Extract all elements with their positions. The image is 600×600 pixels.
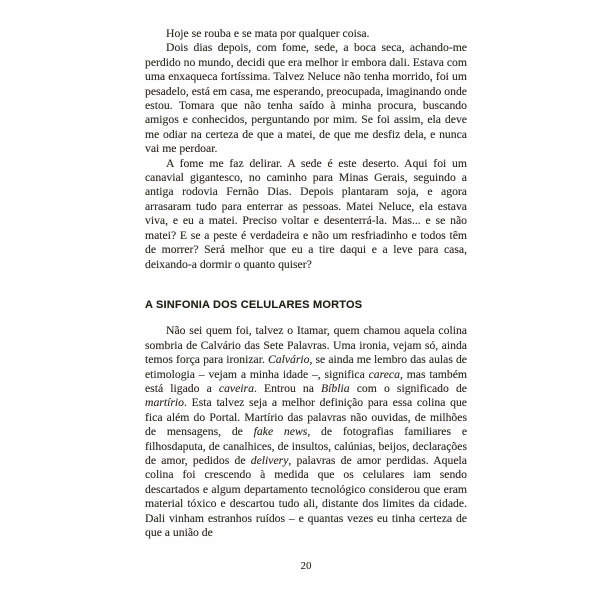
section-heading: A SINFONIA DOS CELULARES MORTOS [145, 298, 363, 311]
paragraph: Hoje se rouba e se mata por qualquer coisa. [166, 27, 370, 40]
paragraph: A fome me faz delirar. A sede é este deserto. Aqui foi um canavial gigantesco, no caminho para Minas Gerais, seguindo a antiga rodovia Fernão Dias. Depois plantaram soja, e agora arrasaram tudo para enterrar as pessoas. Matei Neluce, ela estava viva, e eu a matei. Preciso voltar e desenterrá-la. Mas... e se não matei? E se a peste é verdadeira e não um resfriadinho e todos têm de morrer? Será melhor que eu a tire daqui e a leve para casa, deixando-a dormir o quanto quiser? [145, 156, 467, 271]
paragraph: Dois dias depois, com fome, sede, a boca seca, achando-me perdido no mundo, decidi que era melhor ir embora dali. Estava com uma enxaqueca fortíssima. Talvez Neluce não tenha morrido, foi um pesadelo, está em casa, me esperando, preocupada, imaginando onde estou. Tomara que não tenha saído à minha procura, buscando amigos e conhecidos, perguntando por mim. Se foi assim, ela deve me odiar na certeza de que a matei, de que me desfiz dela, e nunca vai me perdoar. [145, 41, 467, 156]
paragraph: Não sei quem foi, talvez o Itamar, quem chamou aquela colina sombria de Calvário das Sete Palavras. Uma ironia, vejam só, ainda temos força para ironizar. Calvário, se ainda me lembro das aulas de etimologia – vejam a minha idade –, significa careca, mas também está ligado a caveira. Entrou na Bíblia com o significado de martírio. Esta talvez seja a melhor definição para essa colina que fica além do Portal. Martírio das palavras não ouvidas, de milhões de mensagens, de fake news, de fotografias familiares e filhosdaputa, de canalhices, de insultos, calúnias, beijos, declarações de amor, pedidos de delivery, palavras de amor perdidas. Aquela colina foi crescendo à medida que os celulares iam sendo descartados e algum departamento tecnológico considerou que eram material tóxico e descartou tudo ali, distante dos limites da cidade. Dali vinham estranhos ruídos – e quantas vezes eu tinha certeza de que a união de [145, 324, 468, 539]
page-number: 20 [300, 560, 312, 572]
text-column [145, 27, 467, 540]
